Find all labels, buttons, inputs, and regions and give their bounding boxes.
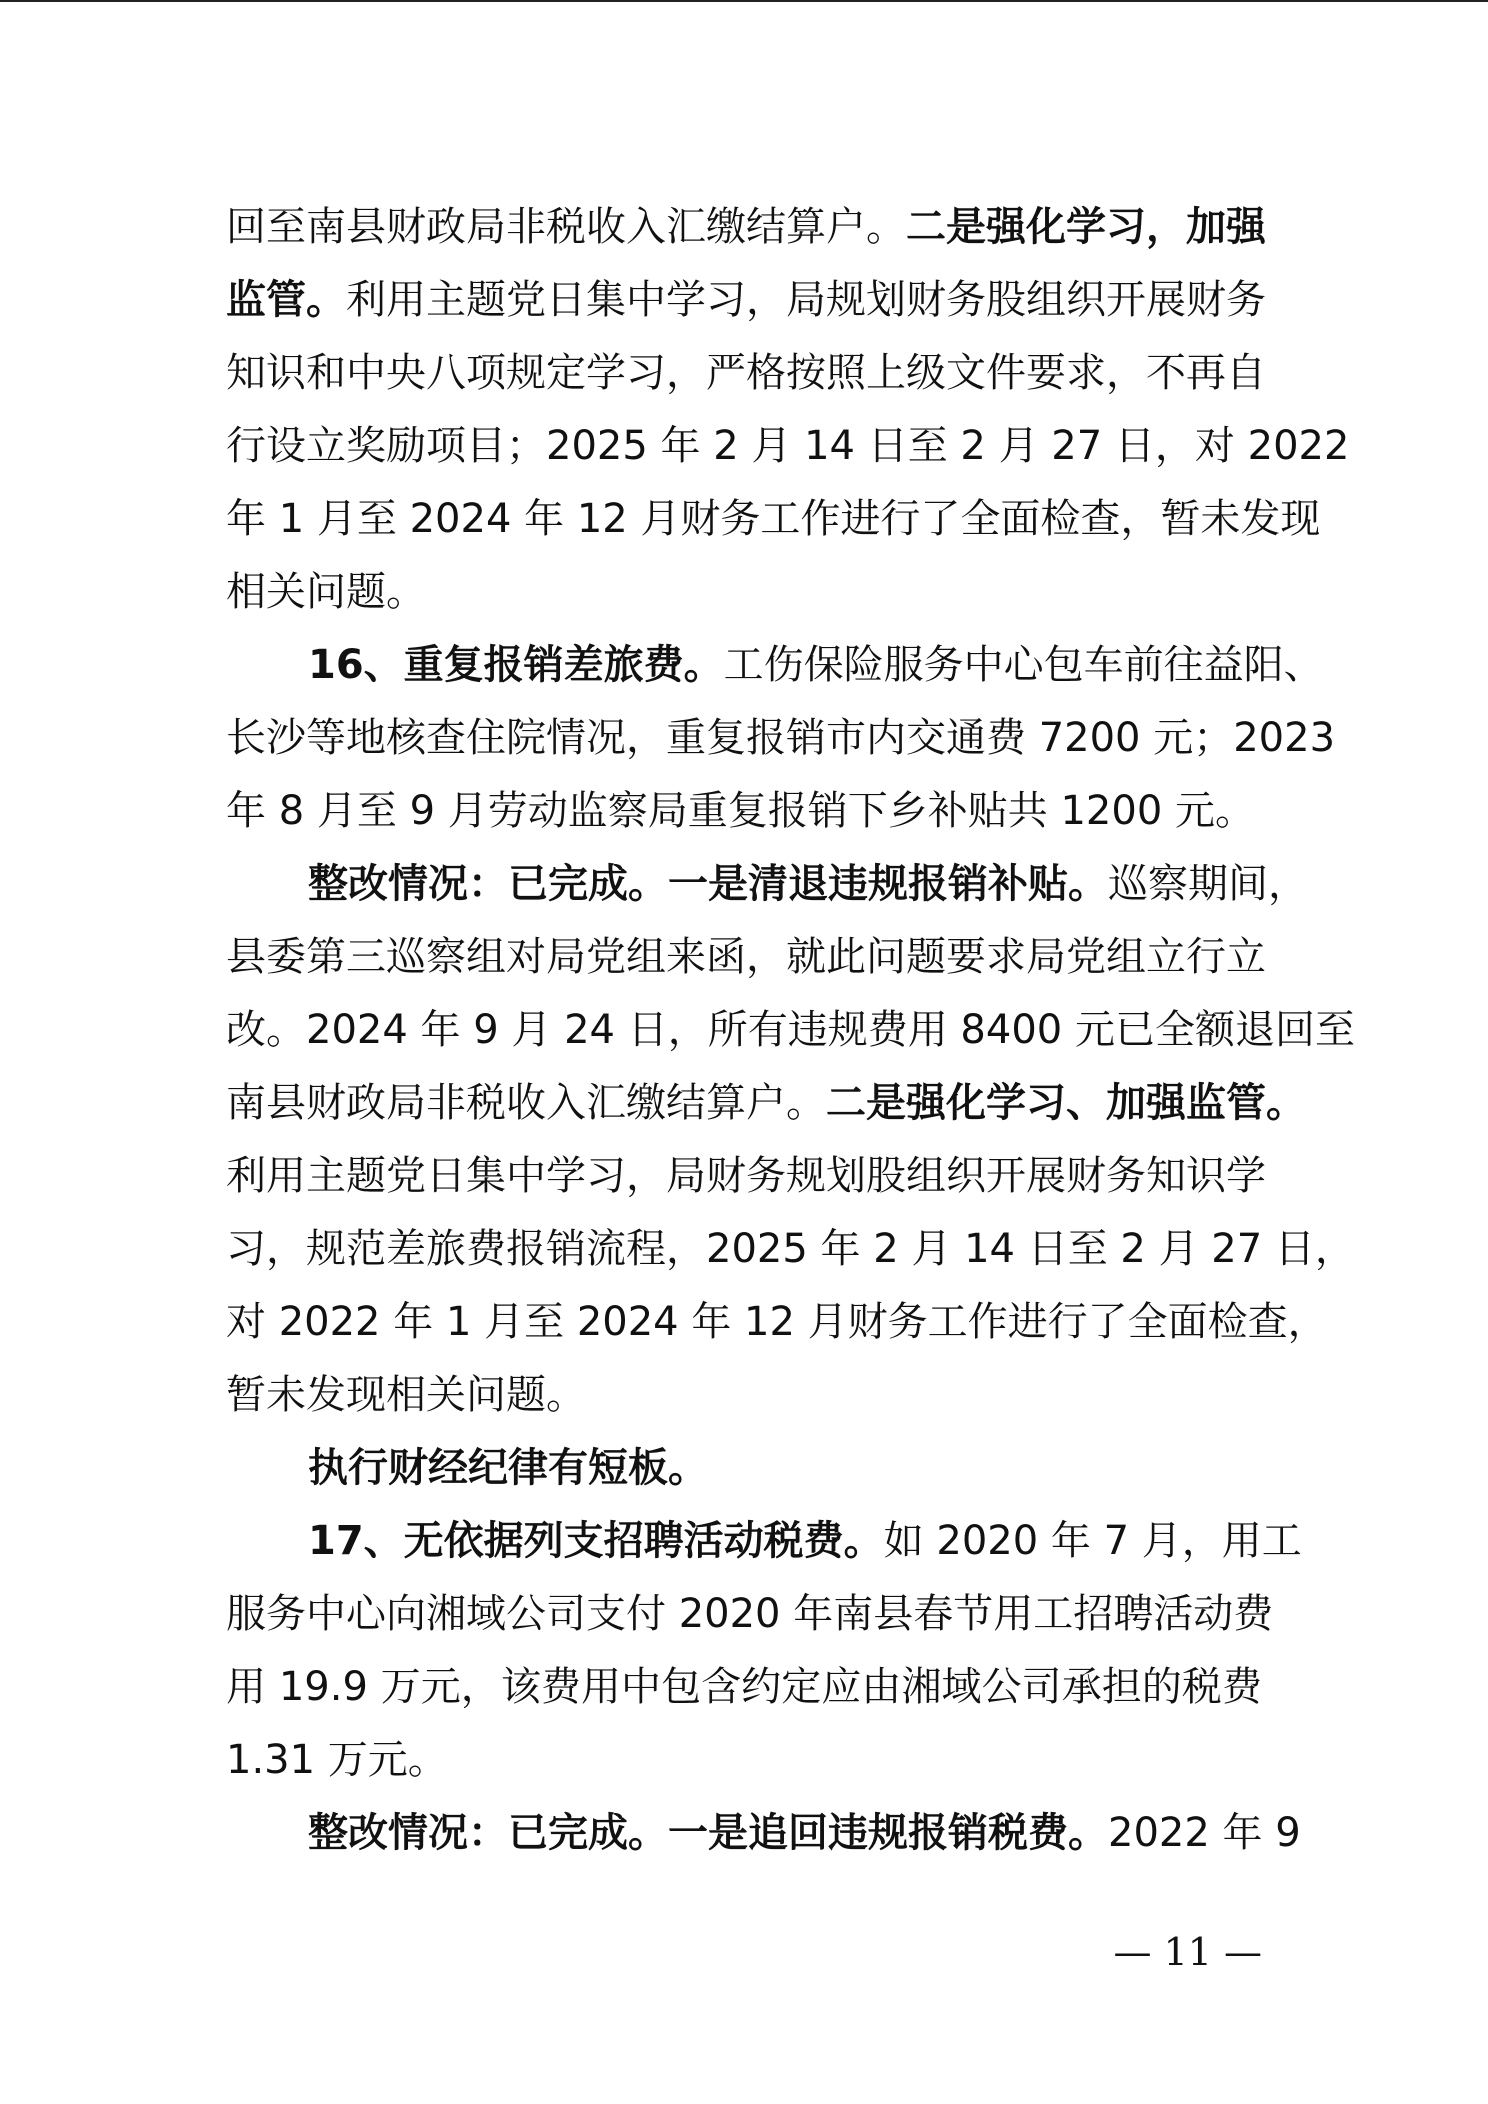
text-segment: 知识和中央八项规定学习，严格按照上级文件要求，不再自 [226,350,1266,396]
text-line-10 [226,848,1308,921]
text-line-15 [226,1213,1355,1286]
page-number: — 11 — [1113,1930,1262,1974]
text-segment: 利用主题党日集中学习，局财务规划股组织开展财务知识学 [226,1153,1266,1199]
text-segment: 巡察期间， [1108,861,1308,907]
text-line-6 [226,556,1262,629]
text-line-8 [226,702,1336,775]
text-segment: 年 8 月至 9 月劳动监察局重复报销下乡补贴共 1200 元。 [226,788,1255,834]
text-segment: 对 2022 年 1 月至 2024 年 12 月财务工作进行了全面检查， [226,1299,1328,1345]
text-line-12 [226,994,1355,1067]
text-segment: 回至南县财政局非税收入汇缴结算户。 [226,204,906,250]
text-line-7 [226,629,1324,702]
text-line-5 [226,483,1321,556]
text-line-11 [226,921,1266,994]
text-line-3 [226,337,1266,410]
text-line-18 [226,1432,1262,1505]
text-line-14 [226,1140,1266,1213]
bold-text-segment: 二是强化学习，加强 [906,204,1266,250]
text-segment: 服务中心向湘域公司支付 2020 年南县春节用工招聘活动费 [226,1591,1274,1637]
bold-text-segment: 整改情况：已完成。一是追回违规报销税费。 [308,1810,1108,1856]
text-line-1 [226,191,1266,264]
document-body [226,191,1355,1870]
bold-text-segment: 16、重复报销差旅费。 [308,642,724,688]
text-line-21 [226,1651,1262,1724]
text-line-9 [226,775,1262,848]
text-line-19 [226,1505,1302,1578]
text-segment: 工伤保险服务中心包车前往益阳、 [723,642,1324,688]
bold-text-segment: 17、无依据列支招聘活动税费。 [308,1518,884,1564]
text-segment: 1.31 万元。 [226,1737,448,1783]
text-segment: 暂未发现相关问题。 [226,1372,586,1418]
bold-text-segment: 执行财经纪律有短板。 [308,1445,708,1491]
text-segment: 南县财政局非税收入汇缴结算户。 [226,1080,826,1126]
text-line-16 [226,1286,1328,1359]
text-segment: 相关问题。 [226,569,426,615]
text-segment: 行设立奖励项目；2025 年 2 月 14 日至 2 月 27 日，对 2022 [226,423,1350,469]
text-line-22 [226,1724,1262,1797]
bold-text-segment: 整改情况：已完成。一是清退违规报销补贴。 [308,861,1108,907]
bold-text-segment: 二是强化学习、加强监管。 [826,1080,1306,1126]
text-segment: 如 2020 年 7 月，用工 [883,1518,1302,1564]
text-segment: 长沙等地核查住院情况，重复报销市内交通费 7200 元；2023 [226,715,1336,761]
text-line-13 [226,1067,1306,1140]
text-segment: 2022 年 9 [1108,1810,1301,1856]
bold-text-segment: 监管。 [226,277,346,323]
text-line-2 [226,264,1266,337]
text-line-23 [226,1797,1301,1870]
text-segment: 县委第三巡察组对局党组来函，就此问题要求局党组立行立 [226,934,1266,980]
text-line-20 [226,1578,1274,1651]
text-segment: 年 1 月至 2024 年 12 月财务工作进行了全面检查，暂未发现 [226,496,1321,542]
top-border-line [0,0,1488,2]
text-line-17 [226,1359,1262,1432]
text-segment: 用 19.9 万元，该费用中包含约定应由湘域公司承担的税费 [226,1664,1262,1710]
text-line-4 [226,410,1350,483]
text-segment: 改。2024 年 9 月 24 日，所有违规费用 8400 元已全额退回至 [226,1007,1355,1053]
text-segment: 利用主题党日集中学习，局规划财务股组织开展财务 [346,277,1266,323]
text-segment: 习，规范差旅费报销流程，2025 年 2 月 14 日至 2 月 27 日， [226,1226,1355,1272]
